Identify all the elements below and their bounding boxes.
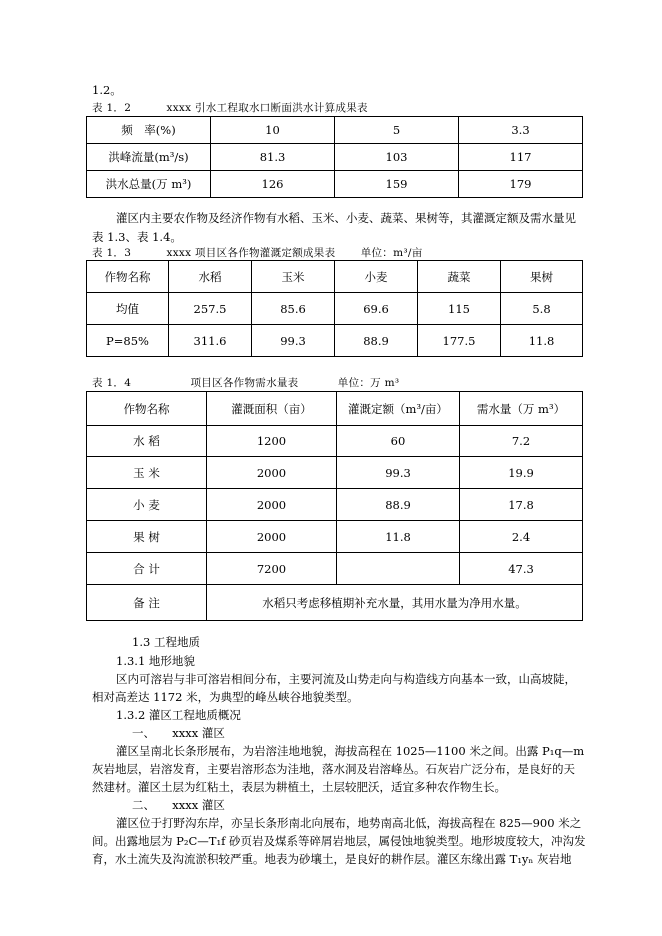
table-header-cell: 灌溉面积（亩） (207, 392, 337, 426)
table-1-4 (86, 391, 583, 621)
table-cell: 2.4 (460, 521, 583, 553)
table-cell: P=85% (87, 325, 169, 357)
table-cell (337, 553, 460, 585)
paragraph-line: 灌区呈南北长条形展布，为岩溶洼地地貌，海拔高程在 1025—1100 米之间。出露 P₁q—m (116, 744, 585, 758)
table-cell: 10 (211, 117, 335, 144)
table-cell: 合 计 (87, 553, 207, 585)
subsection-heading-one: 一、 xxxx 灌区 (132, 726, 225, 740)
table-header-cell: 玉米 (252, 261, 335, 293)
table-header-row (87, 261, 583, 293)
caption-number: 表 1．2 (92, 102, 132, 114)
subsection-heading-two: 二、 xxxx 灌区 (132, 798, 225, 812)
table-cell: 88.9 (337, 489, 460, 521)
table-cell: 均值 (87, 293, 169, 325)
table-cell: 177.5 (418, 325, 501, 357)
table-row (87, 585, 583, 621)
table-cell: 频 率(%) (87, 117, 211, 144)
table-cell: 7200 (207, 553, 337, 585)
table-row (87, 117, 583, 144)
table-cell: 88.9 (335, 325, 418, 357)
table-cell: 2000 (207, 521, 337, 553)
table-header-row (87, 392, 583, 426)
table-cell: 126 (211, 171, 335, 198)
table-cell: 85.6 (252, 293, 335, 325)
paragraph-line: 育，水土流失及沟流淤积较严重。地表为砂壤土，是良好的耕作层。灌区东缘出露 T₁yₙ 灰岩地 (92, 852, 572, 866)
table-header-cell: 需水量（万 m³） (460, 392, 583, 426)
table-cell: 5 (335, 117, 459, 144)
table-header-cell: 灌溉定额（m³/亩） (337, 392, 460, 426)
section-heading-1-3-2: 1.3.2 灌区工程地质概况 (116, 708, 241, 722)
section-heading-1-3-1: 1.3.1 地形地貌 (116, 654, 195, 668)
table-1-3-caption (92, 245, 423, 260)
caption-unit: 单位：万 m³ (337, 377, 400, 389)
table-cell: 103 (335, 144, 459, 171)
table-row (87, 293, 583, 325)
paragraph-line: 灰岩地层，岩溶发育，主要岩溶形态为洼地，落水洞及岩溶峰丛。石灰岩广泛分布，是良好的天 (92, 762, 575, 776)
table-cell: 60 (337, 426, 460, 457)
header-ref: 1.2。 (92, 83, 122, 97)
table-cell: 玉 米 (87, 457, 207, 489)
table-cell: 81.3 (211, 144, 335, 171)
table-cell: 3.3 (459, 117, 583, 144)
table-1-2 (86, 116, 583, 198)
caption-number: 表 1．4 (92, 377, 132, 389)
table-cell: 99.3 (252, 325, 335, 357)
paragraph-line: 区内可溶岩与非可溶岩相间分布，主要河流及山势走向与构造线方向基本一致，山高坡陡， (116, 672, 576, 686)
table-cell: 19.9 (460, 457, 583, 489)
table-cell: 小 麦 (87, 489, 207, 521)
table-cell: 69.6 (335, 293, 418, 325)
caption-title: xxxx 引水工程取水口断面洪水计算成果表 (166, 102, 368, 114)
table-cell: 179 (459, 171, 583, 198)
table-cell: 7.2 (460, 426, 583, 457)
table-1-4-caption (92, 375, 399, 390)
table-cell: 311.6 (169, 325, 252, 357)
note-text-cell: 水稻只考虑移植期补充水量，其用水量为净用水量。 (207, 585, 583, 621)
table-row (87, 426, 583, 457)
table-cell: 5.8 (501, 293, 583, 325)
table-cell: 159 (335, 171, 459, 198)
paragraph-line: 相对高差达 1172 米，为典型的峰丛峡谷地貌类型。 (92, 690, 359, 704)
table-header-cell: 果树 (501, 261, 583, 293)
table-row (87, 325, 583, 357)
table-row (87, 553, 583, 585)
table-cell: 1200 (207, 426, 337, 457)
table-row (87, 144, 583, 171)
table-cell: 117 (459, 144, 583, 171)
table-cell: 果 树 (87, 521, 207, 553)
table-row (87, 171, 583, 198)
table-header-cell: 小麦 (335, 261, 418, 293)
table-cell: 2000 (207, 457, 337, 489)
note-label-cell: 备 注 (87, 585, 207, 621)
table-1-2-caption (92, 100, 368, 115)
section-heading-1-3: 1.3 工程地质 (132, 635, 200, 649)
caption-title: xxxx 项目区各作物灌溉定额成果表 (166, 247, 336, 259)
paragraph-crops: 灌区内主要农作物及经济作物有水稻、玉米、小麦、蔬菜、果树等，其灌溉定额及需水量见表 1.3、表 1.4。 (92, 211, 576, 244)
table-header-cell: 作物名称 (87, 392, 207, 426)
paragraph-line: 间。出露地层为 P₂C—T₁f 砂页岩及煤系等碎屑岩地层，属侵蚀地貌类型。地形坡度较大，冲沟发 (92, 834, 586, 848)
caption-title: 项目区各作物需水量表 (190, 377, 299, 389)
table-row (87, 457, 583, 489)
table-header-cell: 水稻 (169, 261, 252, 293)
table-cell: 水 稻 (87, 426, 207, 457)
table-1-3 (86, 260, 583, 357)
table-cell: 257.5 (169, 293, 252, 325)
caption-unit: 单位：m³/亩 (360, 247, 423, 259)
paragraph-line: 然建材。灌区土层为红粘土，表层为耕植土，土层较肥沃，适宜多种农作物生长。 (92, 780, 506, 794)
table-cell: 47.3 (460, 553, 583, 585)
table-cell: 11.8 (501, 325, 583, 357)
table-header-cell: 作物名称 (87, 261, 169, 293)
table-cell: 洪水总量(万 m³) (87, 171, 211, 198)
table-cell: 115 (418, 293, 501, 325)
paragraph-line: 灌区位于打野沟东岸，亦呈长条形南北向展布，地势南高北低，海拔高程在 825—900 米之 (116, 816, 582, 830)
table-cell: 17.8 (460, 489, 583, 521)
table-cell: 2000 (207, 489, 337, 521)
table-row (87, 521, 583, 553)
table-cell: 99.3 (337, 457, 460, 489)
caption-number: 表 1．3 (92, 247, 132, 259)
table-header-cell: 蔬菜 (418, 261, 501, 293)
table-cell: 洪峰流量(m³/s) (87, 144, 211, 171)
table-cell: 11.8 (337, 521, 460, 553)
table-row (87, 489, 583, 521)
